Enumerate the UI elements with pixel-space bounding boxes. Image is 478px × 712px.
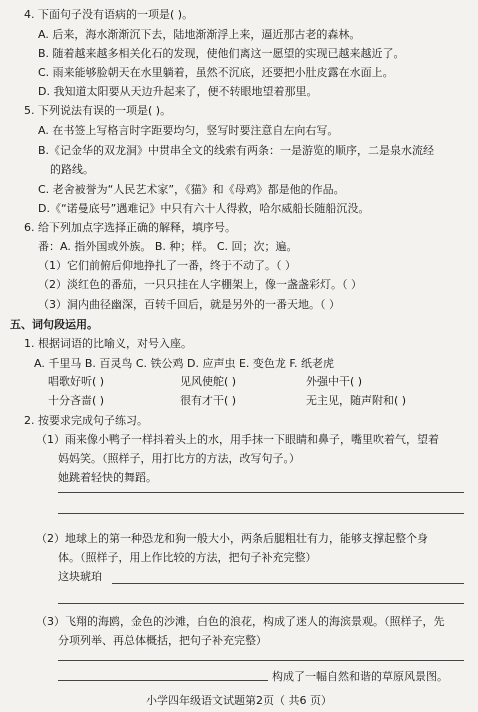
s5-q1-item: 见风使舵( ) [180,375,237,388]
s5-q1-options: A. 千里马 B. 百灵鸟 C. 铁公鸡 D. 应声虫 E. 变色龙 F. 纸老虎 [34,357,334,370]
s5-q2-part2-line1: （2）地球上的第一种恐龙和狗一般大小，两条后腿粗壮有力，能够支撑起整个身 [36,532,428,545]
answer-line[interactable] [58,513,464,514]
s5-q2-part2-example: 这块琥珀 [58,570,102,583]
q4-option-b: B. 随着越来越多相关化石的发现，使他们离这一愿望的实现已越来越近了。 [38,47,405,60]
s5-q1-item: 无主见，随声附和( ) [306,394,407,407]
s5-q2-part2-line2: 体。（照样子，用上作比较的方法，把句子补充完整） [58,551,317,564]
q4-stem: 4. 下面句子没有语病的一项是( )。 [24,8,194,21]
q5-option-c: C. 老舍被誉为“人民艺术家”，《猫》和《母鸡》都是他的作品。 [38,183,345,196]
s5-q1-item: 唱歌好听( ) [48,375,105,388]
s5-q1-item: 外强中干( ) [306,375,363,388]
q6-options: 番：A. 指外国或外族。 B. 种；样。 C. 回；次；遍。 [38,240,298,253]
q4-option-d: D. 我知道太阳要从天边升起来了，便不转眼地望着那里。 [38,85,318,98]
s5-q2-part3-ending: 构成了一幅自然和谐的草原风景图。 [272,670,448,683]
s5-q2-part1-line2: 妈妈笑。（照样子，用打比方的方法，改写句子。） [58,452,300,465]
answer-line[interactable] [58,660,464,661]
page-footer: 小学四年级语文试题第2页（ 共6 页） [146,694,332,707]
q5-option-a: A. 在书签上写格言时字距要均匀，竖写时要注意自左向右写。 [38,124,339,137]
s5-q1-stem: 1. 根据词语的比喻义，对号入座。 [24,337,192,350]
q4-option-c: C. 雨来能够脸朝天在水里躺着，虽然不沉底，还要把小肚皮露在水面上。 [38,66,394,79]
q6-sentence-2: （2）淡红色的番茄，一只只挂在人字棚架上，像一盏盏彩灯。（ ） [38,278,362,291]
s5-q1-item: 很有才干( ) [180,394,237,407]
q5-option-b-line2: 的路线。 [50,163,94,176]
q5-option-d: D.《“诺曼底号”遇难记》中只有六十人得救，哈尔威船长随船沉没。 [38,202,370,215]
q5-option-b-line1: B.《记金华的双龙洞》中贯串全文的线索有两条：一是游览的顺序，二是泉水流经 [38,144,435,157]
q6-stem: 6. 给下列加点字选择正确的解释，填序号。 [24,221,236,234]
q5-stem: 5. 下列说法有误的一项是( )。 [24,104,172,117]
answer-line[interactable] [58,603,464,604]
q6-sentence-1: （1）它们前俯后仰地挣扎了一番，终于不动了。（ ） [38,259,296,272]
s5-q2-stem: 2. 按要求完成句子练习。 [24,414,148,427]
section5-title: 五、词句段运用。 [10,318,98,331]
s5-q1-item: 十分吝啬( ) [48,394,105,407]
answer-line[interactable] [58,492,464,493]
s5-q2-part1-example: 她跳着轻快的舞蹈。 [58,471,157,484]
s5-q2-part1-line1: （1）雨来像小鸭子一样抖着头上的水，用手抹一下眼睛和鼻子，嘴里吹着气，望着 [36,433,439,446]
answer-line[interactable] [58,680,268,681]
s5-q2-part3-line1: （3）飞翔的海鸥，金色的沙滩，白色的浪花，构成了迷人的海滨景观。（照样子，先 [36,615,445,628]
q4-option-a: A. 后来，海水渐渐沉下去，陆地渐渐浮上来，逼近那古老的森林。 [38,28,361,41]
s5-q2-part3-line2: 分项列举、再总体概括，把句子补充完整） [58,634,267,647]
answer-line[interactable] [112,583,464,584]
q6-sentence-3: （3）洞内曲径幽深，百转千回后，就是另外的一番天地。（ ） [38,298,340,311]
